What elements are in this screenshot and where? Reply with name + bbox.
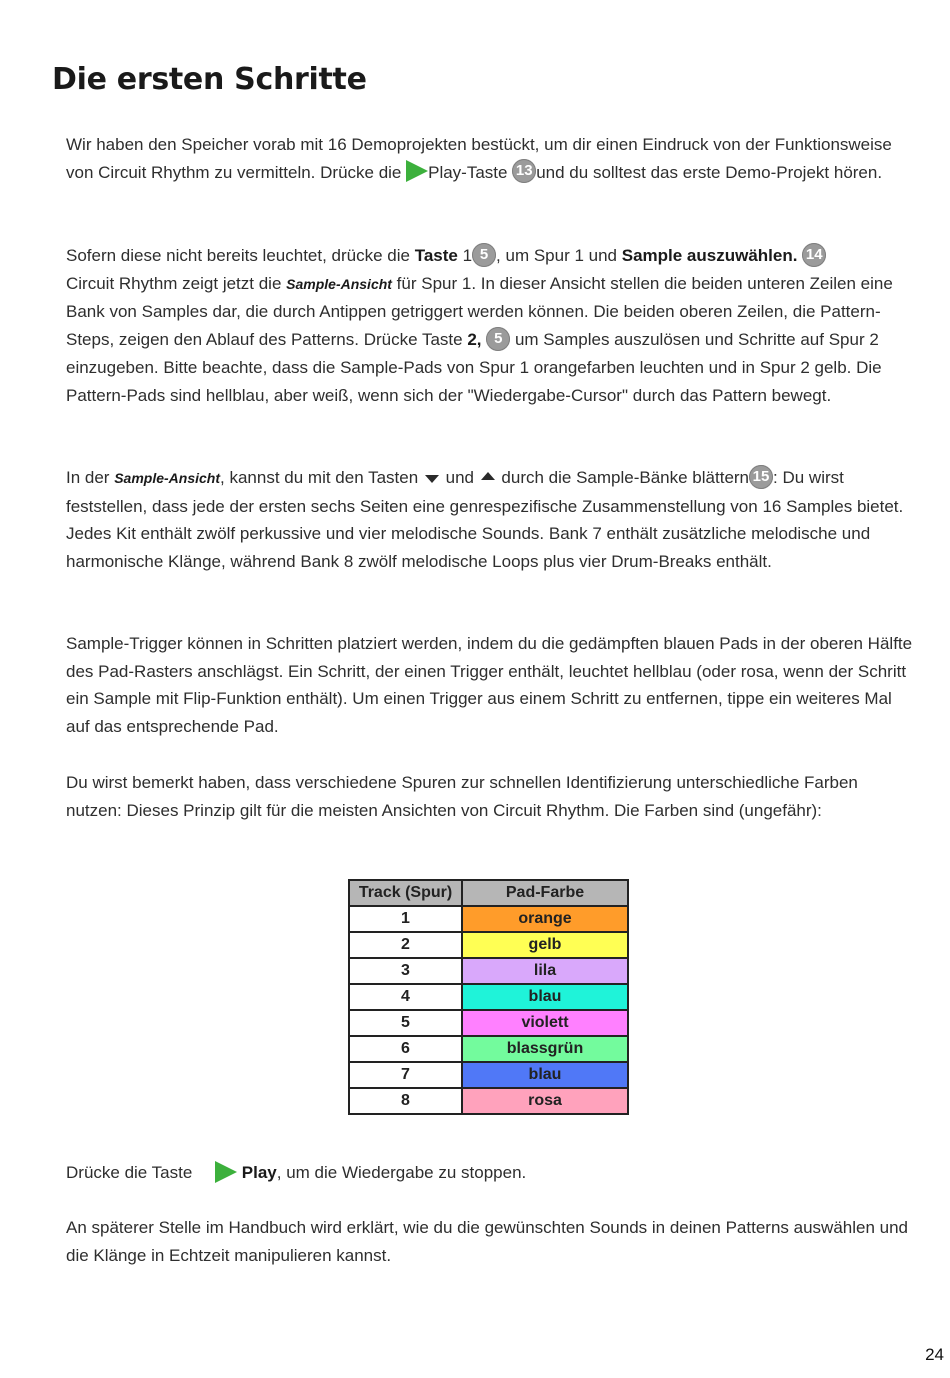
table-row: [349, 1062, 628, 1088]
text: , um die Wiedergabe zu stoppen.: [276, 1163, 527, 1182]
pad-color-cell: blau: [462, 1062, 628, 1088]
text-bold: Play: [241, 1163, 277, 1182]
table-row: [349, 906, 628, 932]
page-title: Die ersten Schritte: [52, 62, 367, 97]
paragraph-colors: Du wirst bemerkt haben, dass verschiedene Spuren zur schnellen Identifizierung unterschiedliche Farben nutzen: Dieses Prinzip gilt für die meisten Ansichten von Circuit Rhythm. Die Farben sind (ungefähr):: [66, 773, 858, 820]
text: Drücke die Taste: [66, 1163, 193, 1182]
pad-color-cell: blassgrün: [462, 1036, 628, 1062]
table-row: [349, 1088, 628, 1114]
paragraph-intro: [66, 131, 916, 186]
text: Play-Taste: [428, 162, 508, 182]
track-color-table: [348, 879, 629, 1115]
pad-color-cell: violett: [462, 1010, 628, 1036]
text: durch die Sample-Bänke blättern: [496, 468, 750, 487]
callout-badge: 5: [486, 327, 510, 351]
text: und: [440, 468, 479, 487]
callout-badge: 15: [749, 465, 773, 489]
pad-color-cell: blau: [462, 984, 628, 1010]
play-icon: [215, 1161, 237, 1183]
track-number-cell: 5: [349, 1010, 462, 1036]
arrow-up-icon: [481, 472, 495, 480]
table-header-row: [349, 880, 628, 906]
table-row: [349, 932, 628, 958]
text: Sofern diese nicht bereits leuchtet, drücke die: [66, 246, 415, 265]
sample-view-term: Sample-Ansicht: [286, 275, 392, 292]
paragraph-outro: An späterer Stelle im Handbuch wird erklärt, wie du die gewünschten Sounds in deinen Patterns auswählen und die Klänge in Echtzeit manipulieren kannst.: [66, 1218, 908, 1265]
text-bold: Sample auszuwählen.: [621, 246, 798, 265]
text-bold: 2,: [467, 330, 482, 350]
paragraph-triggers: Sample-Trigger können in Schritten platziert werden, indem du die gedämpften blauen Pads in der oberen Hälfte des Pad-Rasters anschlägst. Ein Schritt, der einen Trigger enthält, leuchtet hellblau (oder rosa, wenn der Schritt ein Sample mit Flip-Funktion enthält). Um einen Trigger aus einem Schritt zu entfernen, tippe ein weiteres Mal auf das entsprechende Pad.: [66, 634, 913, 737]
text-bold: Taste: [414, 246, 458, 265]
track-number-cell: 7: [349, 1062, 462, 1088]
header-track: Track (Spur): [349, 880, 462, 906]
paragraph-stop: [66, 1159, 916, 1187]
text: um Samples auszulösen und Schritte auf Spur 2 einzugeben. Bitte beachte, dass die Sample-Pads von Spur 1 orangefarben leuchten und in Spur 2 gelb. Die Pattern-Pads sind hellblau, aber weiß, wenn sich der "Wiedergabe-Cursor" durch das Pattern bewegt.: [66, 330, 882, 405]
text: : Du wirst feststellen, dass jede der ersten sechs Seiten eine genrespezifische Zusammenstellung von 16 Samples bietet. Jedes Kit enthält zwölf perkussive und vier melodische Sounds. Bank 7 enthält zusätzliche melodische und harmonische Klänge, während Bank 8 zwölf melodische Loops plus vier Drum-Breaks enthält.: [66, 468, 904, 572]
text: und du solltest das erste Demo-Projekt hören.: [536, 162, 883, 182]
text: In der: [66, 468, 115, 487]
track-number-cell: 6: [349, 1036, 462, 1062]
pad-color-cell: rosa: [462, 1088, 628, 1114]
paragraph-select-track: [66, 242, 916, 409]
text: , um Spur 1 und: [496, 246, 622, 265]
paragraph-banks: [66, 464, 916, 576]
table-row: [349, 1036, 628, 1062]
callout-badge: 13: [512, 159, 536, 183]
track-number-cell: 8: [349, 1088, 462, 1114]
table-row: [349, 984, 628, 1010]
play-icon: [406, 160, 428, 182]
text: 1: [457, 246, 473, 265]
table-row: [349, 1010, 628, 1036]
sample-view-term: Sample-Ansicht: [114, 470, 221, 486]
page-number: 24: [925, 1345, 944, 1364]
callout-badge: 5: [472, 243, 496, 267]
text: Wir haben den Speicher vorab mit 16 Demoprojekten bestückt, um dir einen Eindruck von der Funktionsweise von Circuit Rhythm zu vermitteln. Drücke die: [66, 135, 892, 182]
pad-color-cell: orange: [462, 906, 628, 932]
track-number-cell: 2: [349, 932, 462, 958]
table-row: [349, 958, 628, 984]
header-pad-color: Pad-Farbe: [462, 880, 628, 906]
track-number-cell: 4: [349, 984, 462, 1010]
pad-color-cell: gelb: [462, 932, 628, 958]
pad-color-cell: lila: [462, 958, 628, 984]
track-number-cell: 3: [349, 958, 462, 984]
text: Circuit Rhythm zeigt jetzt die: [66, 273, 287, 293]
text: für Spur 1. In dieser Ansicht stellen die beiden unteren Zeilen eine Bank von Samples dar, die durch Antippen getriggert werden können. Die beiden oberen Zeilen, die Pattern-Steps, zeigen den Ablauf des Patterns. Drücke Taste: [66, 273, 893, 350]
arrow-down-icon: [425, 475, 439, 483]
callout-badge: 14: [802, 243, 826, 267]
track-number-cell: 1: [349, 906, 462, 932]
text: , kannst du mit den Tasten: [220, 468, 423, 487]
